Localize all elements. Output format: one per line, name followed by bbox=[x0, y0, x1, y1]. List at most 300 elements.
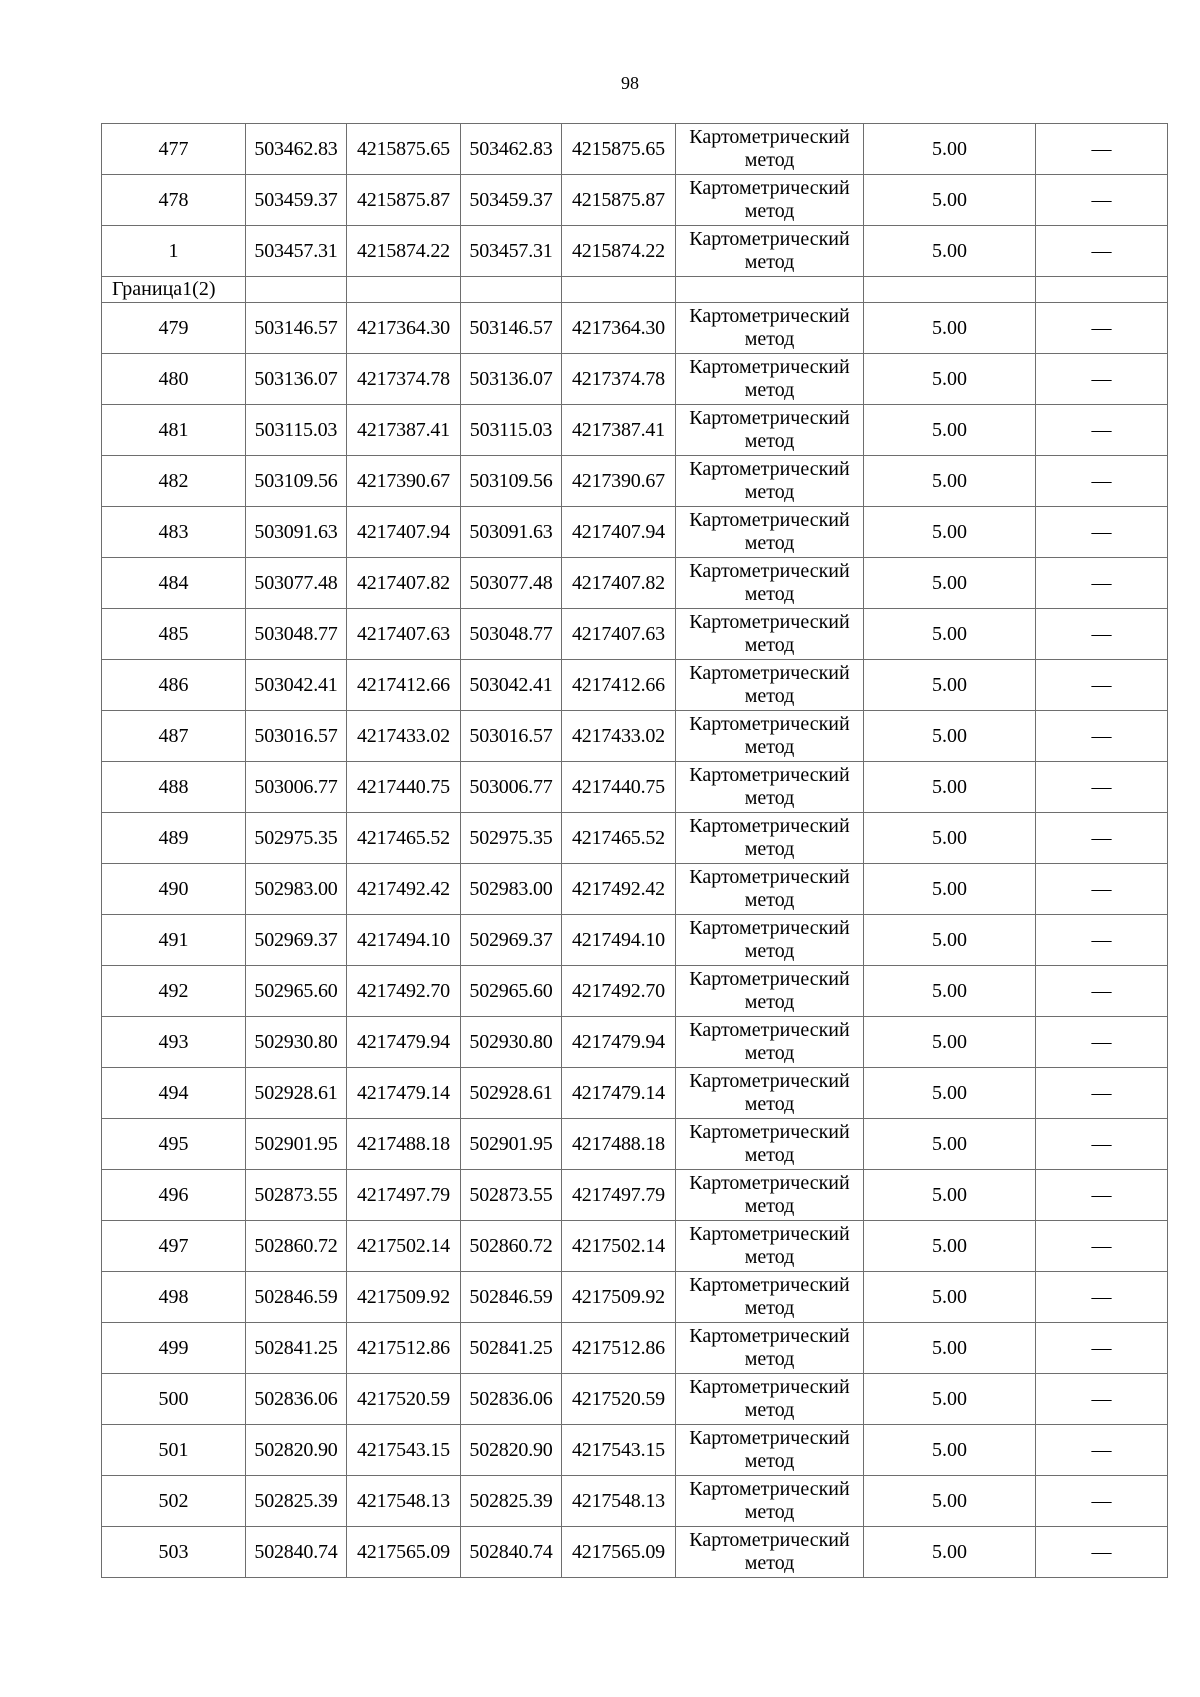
note-cell: — bbox=[1036, 966, 1168, 1017]
x-old-cell: 502969.37 bbox=[246, 915, 347, 966]
method-cell bbox=[676, 711, 864, 762]
note-cell: — bbox=[1036, 1425, 1168, 1476]
y-old-cell: 4215874.22 bbox=[347, 226, 461, 277]
method-text-line2: метод bbox=[744, 583, 795, 605]
point-id-cell: 494 bbox=[102, 1068, 246, 1119]
x-old-cell: 503077.48 bbox=[246, 558, 347, 609]
y-old-cell: 4217543.15 bbox=[347, 1425, 461, 1476]
precision-cell: 5.00 bbox=[864, 354, 1036, 405]
method-text-line2: метод bbox=[744, 532, 795, 554]
y-old-cell: 4217479.94 bbox=[347, 1017, 461, 1068]
point-id-cell: 478 bbox=[102, 175, 246, 226]
note-cell: — bbox=[1036, 813, 1168, 864]
x-old-cell: 503006.77 bbox=[246, 762, 347, 813]
method-cell bbox=[676, 226, 864, 277]
note-cell: — bbox=[1036, 762, 1168, 813]
y-old-cell: 4217465.52 bbox=[347, 813, 461, 864]
y-new-cell: 4217479.94 bbox=[562, 1017, 676, 1068]
y-new-cell: 4217492.42 bbox=[562, 864, 676, 915]
y-new-cell: 4217433.02 bbox=[562, 711, 676, 762]
precision-cell: 5.00 bbox=[864, 456, 1036, 507]
x-old-cell: 503459.37 bbox=[246, 175, 347, 226]
point-id-cell: 496 bbox=[102, 1170, 246, 1221]
table-row bbox=[102, 354, 1168, 405]
y-old-cell: 4217520.59 bbox=[347, 1374, 461, 1425]
x-new-cell: 502965.60 bbox=[461, 966, 562, 1017]
method-cell bbox=[676, 354, 864, 405]
y-new-cell: 4217407.82 bbox=[562, 558, 676, 609]
method-text-line1: Картометрический bbox=[689, 228, 850, 250]
y-old-cell: 4217374.78 bbox=[347, 354, 461, 405]
x-new-cell: 503115.03 bbox=[461, 405, 562, 456]
precision-cell: 5.00 bbox=[864, 405, 1036, 456]
precision-cell: 5.00 bbox=[864, 1017, 1036, 1068]
point-id-cell: 490 bbox=[102, 864, 246, 915]
y-new-cell: 4217412.66 bbox=[562, 660, 676, 711]
x-new-cell: 502860.72 bbox=[461, 1221, 562, 1272]
x-old-cell: 503146.57 bbox=[246, 303, 347, 354]
method-text-line1: Картометрический bbox=[689, 815, 850, 837]
x-new-cell: 503459.37 bbox=[461, 175, 562, 226]
method-text-line2: метод bbox=[744, 1552, 795, 1574]
y-old-cell: 4217479.14 bbox=[347, 1068, 461, 1119]
method-text-line1: Картометрический bbox=[689, 509, 850, 531]
point-id-cell: 502 bbox=[102, 1476, 246, 1527]
table-row bbox=[102, 1017, 1168, 1068]
y-old-cell: 4217390.67 bbox=[347, 456, 461, 507]
table-row bbox=[102, 1221, 1168, 1272]
y-old-cell: 4217494.10 bbox=[347, 915, 461, 966]
method-text-line1: Картометрический bbox=[689, 1172, 850, 1194]
note-cell: — bbox=[1036, 1221, 1168, 1272]
y-old-cell: 4217433.02 bbox=[347, 711, 461, 762]
y-new-cell: 4217512.86 bbox=[562, 1323, 676, 1374]
method-text-line1: Картометрический bbox=[689, 764, 850, 786]
method-text-line2: метод bbox=[744, 481, 795, 503]
method-text-line1: Картометрический bbox=[689, 1121, 850, 1143]
precision-cell: 5.00 bbox=[864, 1425, 1036, 1476]
y-new-cell: 4217374.78 bbox=[562, 354, 676, 405]
table-row bbox=[102, 966, 1168, 1017]
y-new-cell: 4217494.10 bbox=[562, 915, 676, 966]
x-old-cell: 502841.25 bbox=[246, 1323, 347, 1374]
precision-cell: 5.00 bbox=[864, 660, 1036, 711]
empty-cell bbox=[347, 277, 461, 303]
point-id-cell: 482 bbox=[102, 456, 246, 507]
method-text-line2: метод bbox=[744, 200, 795, 222]
table-row bbox=[102, 507, 1168, 558]
precision-cell: 5.00 bbox=[864, 226, 1036, 277]
point-id-cell: 498 bbox=[102, 1272, 246, 1323]
method-text-line1: Картометрический bbox=[689, 560, 850, 582]
table-row bbox=[102, 124, 1168, 175]
x-old-cell: 502846.59 bbox=[246, 1272, 347, 1323]
y-new-cell: 4217387.41 bbox=[562, 405, 676, 456]
x-new-cell: 503462.83 bbox=[461, 124, 562, 175]
x-old-cell: 503048.77 bbox=[246, 609, 347, 660]
method-cell bbox=[676, 966, 864, 1017]
point-id-cell: 503 bbox=[102, 1527, 246, 1578]
y-old-cell: 4217407.94 bbox=[347, 507, 461, 558]
y-old-cell: 4217407.82 bbox=[347, 558, 461, 609]
table-row bbox=[102, 609, 1168, 660]
x-new-cell: 502846.59 bbox=[461, 1272, 562, 1323]
table-row bbox=[102, 558, 1168, 609]
precision-cell: 5.00 bbox=[864, 175, 1036, 226]
x-old-cell: 502928.61 bbox=[246, 1068, 347, 1119]
precision-cell: 5.00 bbox=[864, 762, 1036, 813]
y-new-cell: 4217548.13 bbox=[562, 1476, 676, 1527]
method-text-line1: Картометрический bbox=[689, 1019, 850, 1041]
method-cell bbox=[676, 609, 864, 660]
x-new-cell: 502841.25 bbox=[461, 1323, 562, 1374]
note-cell: — bbox=[1036, 1170, 1168, 1221]
method-text-line1: Картометрический bbox=[689, 356, 850, 378]
precision-cell: 5.00 bbox=[864, 124, 1036, 175]
point-id-cell: 1 bbox=[102, 226, 246, 277]
point-id-cell: 481 bbox=[102, 405, 246, 456]
note-cell: — bbox=[1036, 507, 1168, 558]
precision-cell: 5.00 bbox=[864, 711, 1036, 762]
point-id-cell: 493 bbox=[102, 1017, 246, 1068]
method-cell bbox=[676, 1017, 864, 1068]
point-id-cell: 495 bbox=[102, 1119, 246, 1170]
note-cell: — bbox=[1036, 175, 1168, 226]
x-old-cell: 503136.07 bbox=[246, 354, 347, 405]
point-id-cell: 484 bbox=[102, 558, 246, 609]
method-text-line2: метод bbox=[744, 430, 795, 452]
precision-cell: 5.00 bbox=[864, 813, 1036, 864]
y-new-cell: 4217479.14 bbox=[562, 1068, 676, 1119]
method-text-line1: Картометрический bbox=[689, 866, 850, 888]
method-cell bbox=[676, 915, 864, 966]
y-old-cell: 4217387.41 bbox=[347, 405, 461, 456]
y-old-cell: 4217492.42 bbox=[347, 864, 461, 915]
method-cell bbox=[676, 1374, 864, 1425]
x-old-cell: 502840.74 bbox=[246, 1527, 347, 1578]
y-new-cell: 4217565.09 bbox=[562, 1527, 676, 1578]
method-text-line2: метод bbox=[744, 379, 795, 401]
x-old-cell: 503457.31 bbox=[246, 226, 347, 277]
method-text-line1: Картометрический bbox=[689, 1376, 850, 1398]
point-id-cell: 486 bbox=[102, 660, 246, 711]
empty-cell bbox=[562, 277, 676, 303]
y-old-cell: 4217364.30 bbox=[347, 303, 461, 354]
x-old-cell: 502825.39 bbox=[246, 1476, 347, 1527]
method-cell bbox=[676, 762, 864, 813]
method-text-line1: Картометрический bbox=[689, 968, 850, 990]
point-id-cell: 492 bbox=[102, 966, 246, 1017]
table-row bbox=[102, 1527, 1168, 1578]
y-new-cell: 4217407.63 bbox=[562, 609, 676, 660]
x-new-cell: 502928.61 bbox=[461, 1068, 562, 1119]
method-text-line2: метод bbox=[744, 1501, 795, 1523]
method-text-line2: метод bbox=[744, 1399, 795, 1421]
point-id-cell: 477 bbox=[102, 124, 246, 175]
method-text-line2: метод bbox=[744, 149, 795, 171]
note-cell: — bbox=[1036, 1323, 1168, 1374]
method-cell bbox=[676, 1323, 864, 1374]
note-cell: — bbox=[1036, 660, 1168, 711]
precision-cell: 5.00 bbox=[864, 1323, 1036, 1374]
note-cell: — bbox=[1036, 864, 1168, 915]
method-text-line1: Картометрический bbox=[689, 458, 850, 480]
method-text-line1: Картометрический bbox=[689, 1274, 850, 1296]
table-row bbox=[102, 303, 1168, 354]
x-new-cell: 502930.80 bbox=[461, 1017, 562, 1068]
method-text-line2: метод bbox=[744, 838, 795, 860]
section-label: Граница1(2) bbox=[102, 277, 246, 303]
x-new-cell: 502969.37 bbox=[461, 915, 562, 966]
x-old-cell: 502836.06 bbox=[246, 1374, 347, 1425]
table-row bbox=[102, 175, 1168, 226]
y-old-cell: 4217412.66 bbox=[347, 660, 461, 711]
y-old-cell: 4217492.70 bbox=[347, 966, 461, 1017]
method-text-line2: метод bbox=[744, 1348, 795, 1370]
point-id-cell: 489 bbox=[102, 813, 246, 864]
x-old-cell: 503462.83 bbox=[246, 124, 347, 175]
x-new-cell: 503016.57 bbox=[461, 711, 562, 762]
empty-cell bbox=[676, 277, 864, 303]
note-cell: — bbox=[1036, 711, 1168, 762]
precision-cell: 5.00 bbox=[864, 558, 1036, 609]
table-row bbox=[102, 1170, 1168, 1221]
method-text-line1: Картометрический bbox=[689, 917, 850, 939]
method-text-line1: Картометрический bbox=[689, 305, 850, 327]
table-row bbox=[102, 1323, 1168, 1374]
method-text-line2: метод bbox=[744, 1195, 795, 1217]
method-text-line2: метод bbox=[744, 1246, 795, 1268]
y-new-cell: 4217492.70 bbox=[562, 966, 676, 1017]
coordinates-table bbox=[101, 123, 1168, 1578]
x-new-cell: 503077.48 bbox=[461, 558, 562, 609]
y-old-cell: 4215875.87 bbox=[347, 175, 461, 226]
note-cell: — bbox=[1036, 456, 1168, 507]
y-new-cell: 4217509.92 bbox=[562, 1272, 676, 1323]
note-cell: — bbox=[1036, 1272, 1168, 1323]
note-cell: — bbox=[1036, 558, 1168, 609]
method-cell bbox=[676, 1476, 864, 1527]
x-old-cell: 503091.63 bbox=[246, 507, 347, 558]
y-old-cell: 4217488.18 bbox=[347, 1119, 461, 1170]
y-new-cell: 4217543.15 bbox=[562, 1425, 676, 1476]
x-new-cell: 502901.95 bbox=[461, 1119, 562, 1170]
method-cell bbox=[676, 507, 864, 558]
note-cell: — bbox=[1036, 1476, 1168, 1527]
x-old-cell: 502983.00 bbox=[246, 864, 347, 915]
x-old-cell: 502975.35 bbox=[246, 813, 347, 864]
table-body bbox=[102, 124, 1168, 1578]
precision-cell: 5.00 bbox=[864, 1374, 1036, 1425]
y-old-cell: 4217565.09 bbox=[347, 1527, 461, 1578]
table-row bbox=[102, 456, 1168, 507]
note-cell: — bbox=[1036, 405, 1168, 456]
method-text-line2: метод bbox=[744, 1042, 795, 1064]
x-new-cell: 502975.35 bbox=[461, 813, 562, 864]
method-text-line1: Картометрический bbox=[689, 662, 850, 684]
x-new-cell: 502825.39 bbox=[461, 1476, 562, 1527]
y-old-cell: 4217440.75 bbox=[347, 762, 461, 813]
empty-cell bbox=[461, 277, 562, 303]
point-id-cell: 485 bbox=[102, 609, 246, 660]
table-row bbox=[102, 915, 1168, 966]
table-row bbox=[102, 226, 1168, 277]
x-old-cell: 502860.72 bbox=[246, 1221, 347, 1272]
table-row bbox=[102, 1476, 1168, 1527]
precision-cell: 5.00 bbox=[864, 609, 1036, 660]
point-id-cell: 488 bbox=[102, 762, 246, 813]
precision-cell: 5.00 bbox=[864, 1221, 1036, 1272]
y-new-cell: 4217520.59 bbox=[562, 1374, 676, 1425]
method-text-line2: метод bbox=[744, 1297, 795, 1319]
method-cell bbox=[676, 1221, 864, 1272]
method-cell bbox=[676, 124, 864, 175]
section-row bbox=[102, 277, 1168, 303]
note-cell: — bbox=[1036, 1119, 1168, 1170]
precision-cell: 5.00 bbox=[864, 1170, 1036, 1221]
method-text-line2: метод bbox=[744, 1093, 795, 1115]
method-cell bbox=[676, 1068, 864, 1119]
method-cell bbox=[676, 303, 864, 354]
empty-cell bbox=[864, 277, 1036, 303]
note-cell: — bbox=[1036, 915, 1168, 966]
method-text-line2: метод bbox=[744, 787, 795, 809]
page-number: 98 bbox=[621, 73, 639, 93]
x-old-cell: 502873.55 bbox=[246, 1170, 347, 1221]
table-row bbox=[102, 660, 1168, 711]
y-old-cell: 4217497.79 bbox=[347, 1170, 461, 1221]
method-text-line1: Картометрический bbox=[689, 1223, 850, 1245]
method-text-line2: метод bbox=[744, 889, 795, 911]
x-old-cell: 502901.95 bbox=[246, 1119, 347, 1170]
note-cell: — bbox=[1036, 1527, 1168, 1578]
x-old-cell: 503109.56 bbox=[246, 456, 347, 507]
method-text-line1: Картометрический bbox=[689, 1070, 850, 1092]
y-new-cell: 4217440.75 bbox=[562, 762, 676, 813]
y-old-cell: 4217502.14 bbox=[347, 1221, 461, 1272]
method-cell bbox=[676, 405, 864, 456]
table-row bbox=[102, 1068, 1168, 1119]
y-new-cell: 4215875.87 bbox=[562, 175, 676, 226]
method-text-line1: Картометрический bbox=[689, 611, 850, 633]
note-cell: — bbox=[1036, 354, 1168, 405]
empty-cell bbox=[246, 277, 347, 303]
point-id-cell: 501 bbox=[102, 1425, 246, 1476]
table-row bbox=[102, 864, 1168, 915]
point-id-cell: 491 bbox=[102, 915, 246, 966]
method-cell bbox=[676, 1272, 864, 1323]
method-cell bbox=[676, 1527, 864, 1578]
x-new-cell: 503146.57 bbox=[461, 303, 562, 354]
x-old-cell: 502820.90 bbox=[246, 1425, 347, 1476]
x-new-cell: 503136.07 bbox=[461, 354, 562, 405]
precision-cell: 5.00 bbox=[864, 507, 1036, 558]
table-row bbox=[102, 1425, 1168, 1476]
method-text-line1: Картометрический bbox=[689, 1529, 850, 1551]
x-new-cell: 503006.77 bbox=[461, 762, 562, 813]
method-cell bbox=[676, 864, 864, 915]
x-old-cell: 502965.60 bbox=[246, 966, 347, 1017]
point-id-cell: 479 bbox=[102, 303, 246, 354]
note-cell: — bbox=[1036, 226, 1168, 277]
table-row bbox=[102, 1119, 1168, 1170]
method-cell bbox=[676, 456, 864, 507]
method-text-line1: Картометрический bbox=[689, 1427, 850, 1449]
method-cell bbox=[676, 660, 864, 711]
table-row bbox=[102, 1374, 1168, 1425]
point-id-cell: 497 bbox=[102, 1221, 246, 1272]
method-text-line1: Картометрический bbox=[689, 177, 850, 199]
note-cell: — bbox=[1036, 303, 1168, 354]
method-text-line1: Картометрический bbox=[689, 1325, 850, 1347]
x-new-cell: 502983.00 bbox=[461, 864, 562, 915]
method-text-line2: метод bbox=[744, 685, 795, 707]
y-new-cell: 4217465.52 bbox=[562, 813, 676, 864]
y-new-cell: 4217488.18 bbox=[562, 1119, 676, 1170]
y-new-cell: 4217497.79 bbox=[562, 1170, 676, 1221]
method-cell bbox=[676, 175, 864, 226]
x-new-cell: 502873.55 bbox=[461, 1170, 562, 1221]
empty-cell bbox=[1036, 277, 1168, 303]
y-old-cell: 4217509.92 bbox=[347, 1272, 461, 1323]
table-row bbox=[102, 405, 1168, 456]
table-row bbox=[102, 762, 1168, 813]
y-old-cell: 4217407.63 bbox=[347, 609, 461, 660]
y-new-cell: 4215875.65 bbox=[562, 124, 676, 175]
precision-cell: 5.00 bbox=[864, 1527, 1036, 1578]
y-old-cell: 4215875.65 bbox=[347, 124, 461, 175]
method-text-line2: метод bbox=[744, 251, 795, 273]
method-text-line2: метод bbox=[744, 1144, 795, 1166]
note-cell: — bbox=[1036, 609, 1168, 660]
y-new-cell: 4215874.22 bbox=[562, 226, 676, 277]
x-new-cell: 502820.90 bbox=[461, 1425, 562, 1476]
y-new-cell: 4217390.67 bbox=[562, 456, 676, 507]
method-cell bbox=[676, 558, 864, 609]
x-new-cell: 503109.56 bbox=[461, 456, 562, 507]
x-old-cell: 502930.80 bbox=[246, 1017, 347, 1068]
method-text-line2: метод bbox=[744, 328, 795, 350]
y-new-cell: 4217364.30 bbox=[562, 303, 676, 354]
note-cell: — bbox=[1036, 1068, 1168, 1119]
y-old-cell: 4217512.86 bbox=[347, 1323, 461, 1374]
table-row bbox=[102, 813, 1168, 864]
method-text-line1: Картометрический bbox=[689, 1478, 850, 1500]
precision-cell: 5.00 bbox=[864, 1119, 1036, 1170]
method-text-line2: метод bbox=[744, 1450, 795, 1472]
x-new-cell: 503042.41 bbox=[461, 660, 562, 711]
note-cell: — bbox=[1036, 124, 1168, 175]
y-old-cell: 4217548.13 bbox=[347, 1476, 461, 1527]
x-new-cell: 502840.74 bbox=[461, 1527, 562, 1578]
method-text-line2: метод bbox=[744, 991, 795, 1013]
method-cell bbox=[676, 813, 864, 864]
method-text-line1: Картометрический bbox=[689, 126, 850, 148]
method-cell bbox=[676, 1170, 864, 1221]
x-new-cell: 503091.63 bbox=[461, 507, 562, 558]
method-text-line2: метод bbox=[744, 736, 795, 758]
method-text-line2: метод bbox=[744, 940, 795, 962]
method-text-line1: Картометрический bbox=[689, 713, 850, 735]
precision-cell: 5.00 bbox=[864, 1272, 1036, 1323]
y-new-cell: 4217407.94 bbox=[562, 507, 676, 558]
note-cell: — bbox=[1036, 1374, 1168, 1425]
point-id-cell: 483 bbox=[102, 507, 246, 558]
table-row bbox=[102, 711, 1168, 762]
precision-cell: 5.00 bbox=[864, 303, 1036, 354]
x-old-cell: 503115.03 bbox=[246, 405, 347, 456]
precision-cell: 5.00 bbox=[864, 864, 1036, 915]
